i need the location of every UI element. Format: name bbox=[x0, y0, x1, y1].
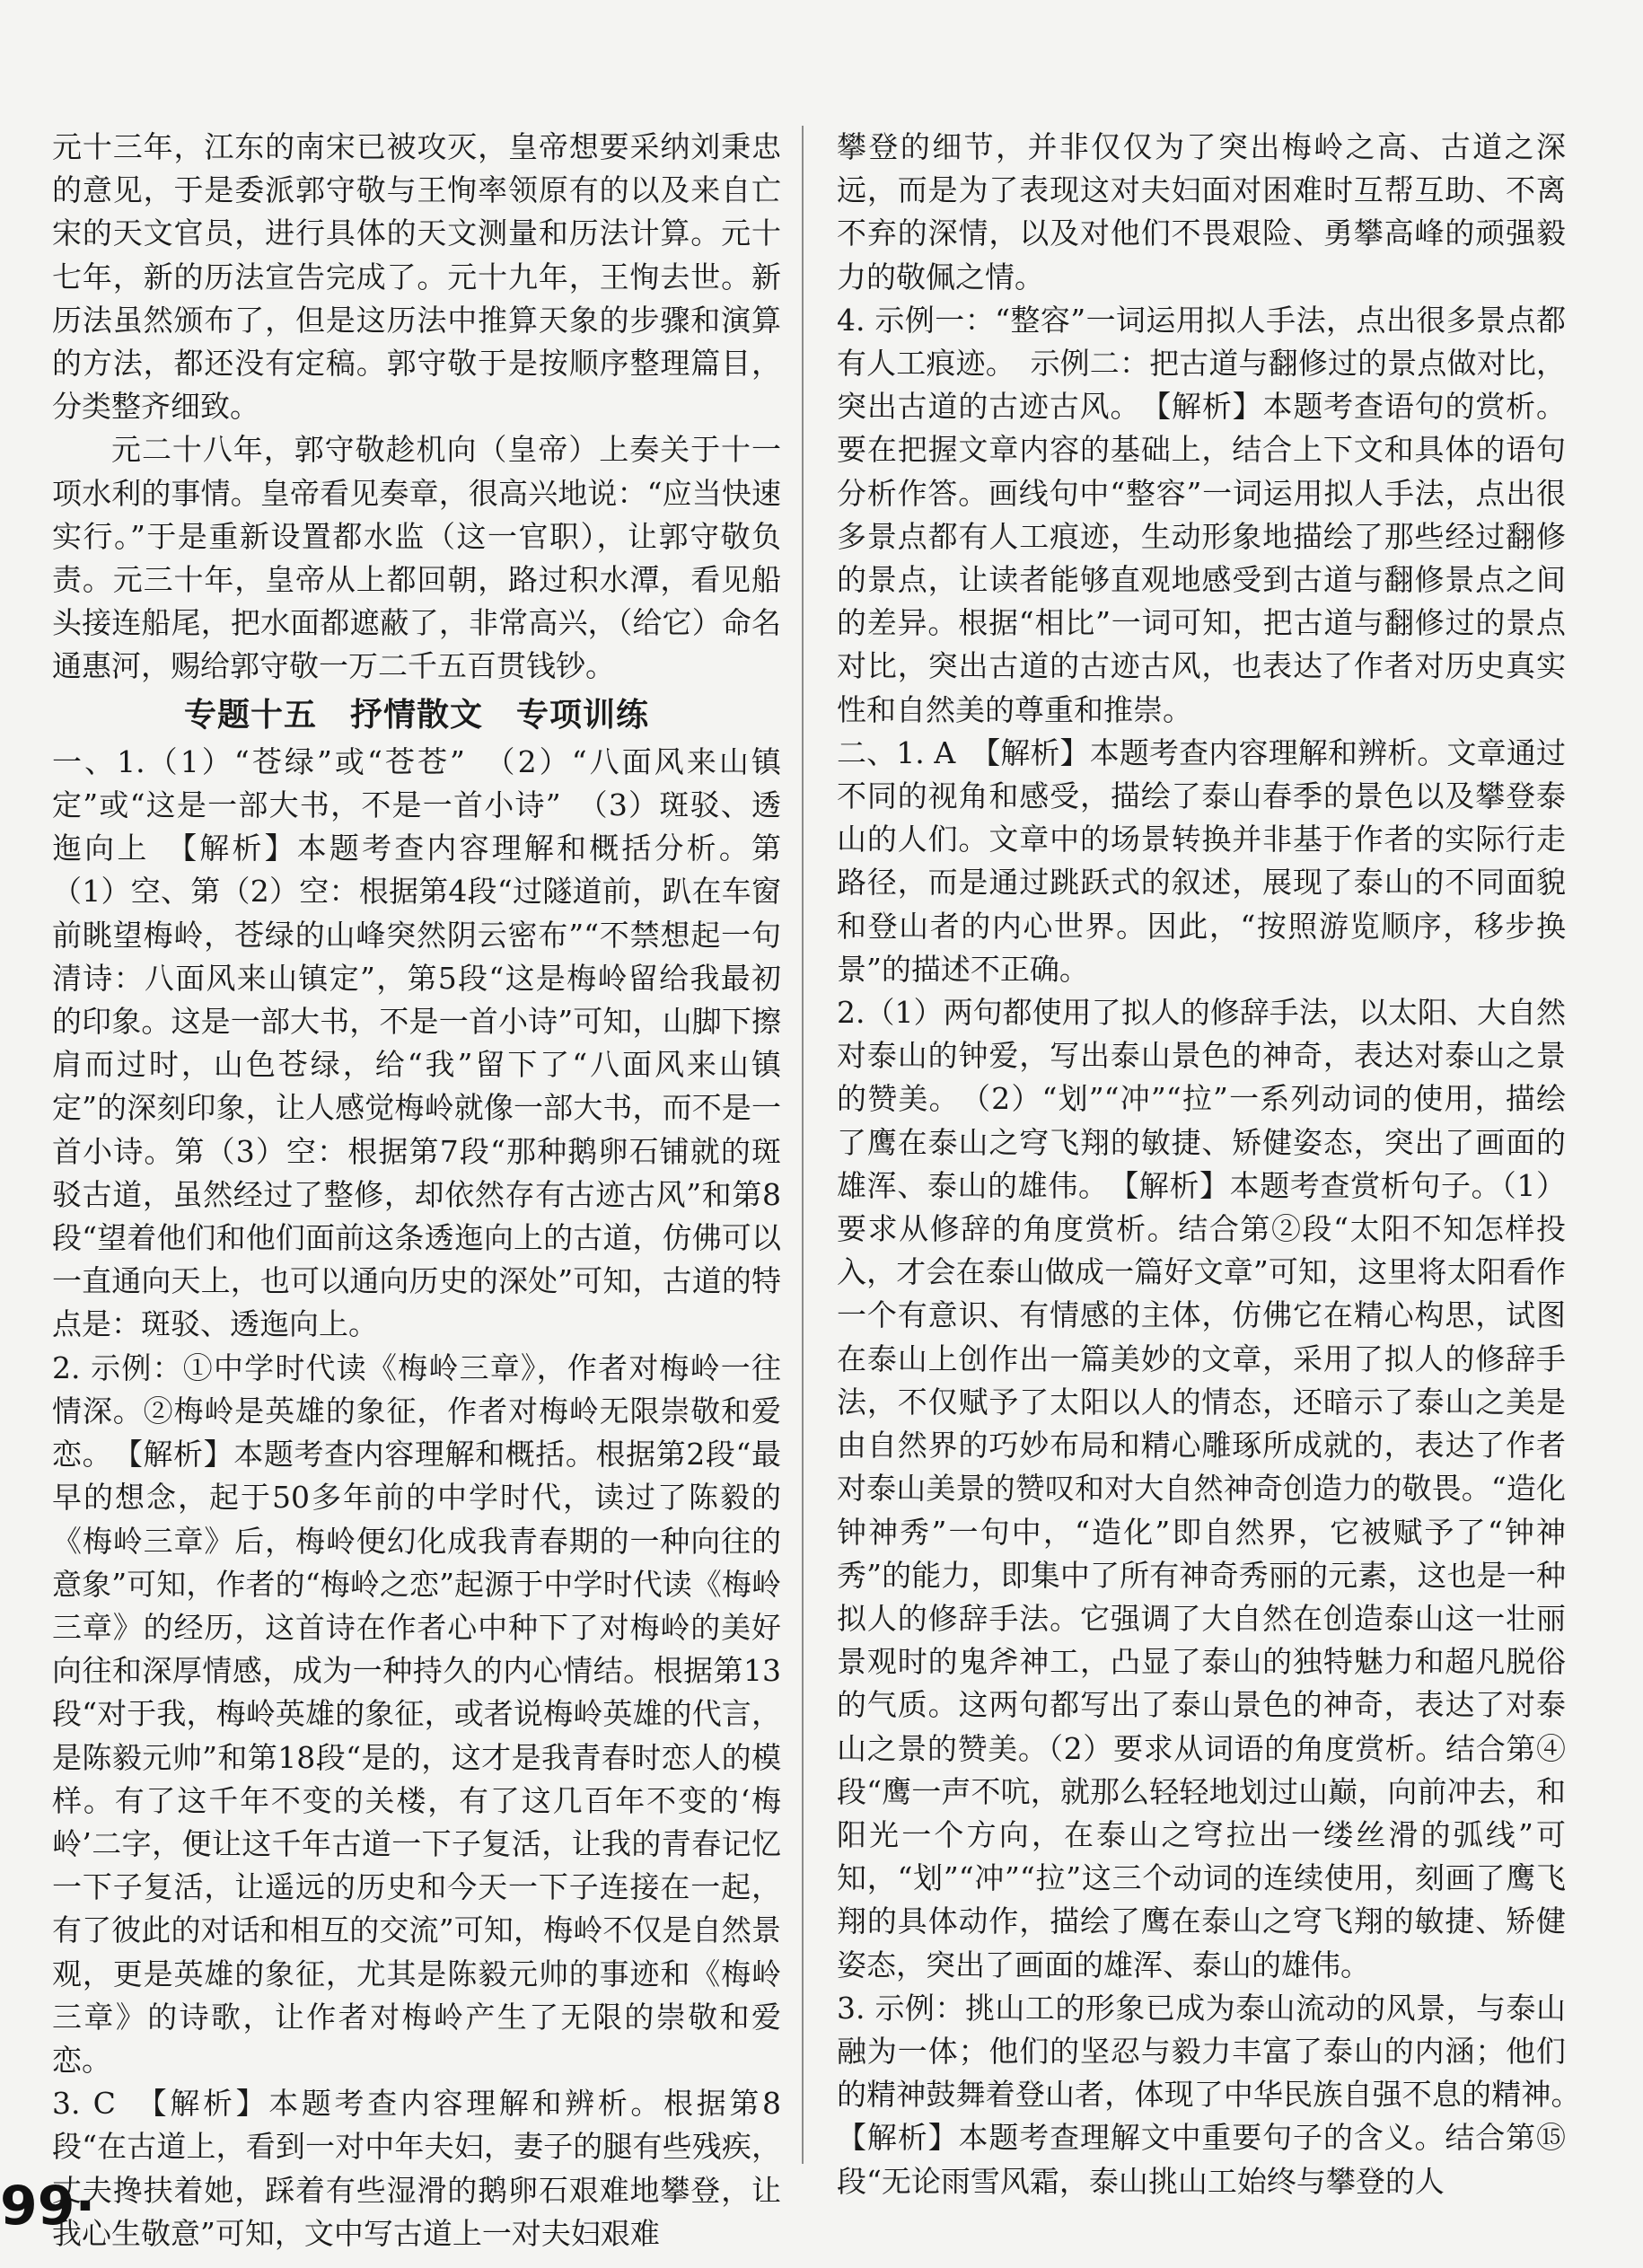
translation-paragraph-1: 元十三年，江东的南宋已被攻灭，皇帝想要采纳刘秉忠的意见，于是委派郭守敬与王恂率领原有的以及来自亡宋的天文官员，进行具体的天文测量和历法计算。元十七年，新的历法宣告完成了。元十九年，王恂去世。新历法虽然颁布了，但是这历法中推算天象的步骤和演算的方法，都还没有定稿。郭守敬于是按顺序整理篇目，分类整齐细致。 bbox=[52, 129, 781, 425]
left-column bbox=[52, 126, 781, 2255]
translation-paragraph-2: 元二十八年，郭守敬趁机向（皇帝）上奏关于十一项水利的事情。皇帝看见奏章，很高兴地说：“应当快速实行。”于是重新设置都水监（这一官职），让郭守敬负责。元三十年，皇帝从上都回朝，路过积水潭，看见船头接连船尾，把水面都遮蔽了，非常高兴，（给它）命名通惠河，赐给郭守敬一万二千五百贯钱钞。 bbox=[52, 432, 781, 684]
right-column bbox=[837, 126, 1595, 2203]
answer-1-2: 2. 示例：①中学时代读《梅岭三章》，作者对梅岭一往情深。②梅岭是英雄的象征，作者对梅岭无限崇敬和爱恋。 【解析】本题考查内容理解和概括。根据第2段“最早的想念，起于50多年前的中学时代，读过了陈毅的《梅岭三章》后，梅岭便幻化成我青春期的一种向往的意象”可知，作者的“梅岭之恋”起源于中学时代读《梅岭三章》的经历，这首诗在作者心中种下了对梅岭的美好向往和深厚情感，成为一种持久的内心情结。根据第13段“对于我，梅岭英雄的象征，或者说梅岭英雄的代言，是陈毅元帅”和第18段“是的，这才是我青春时恋人的模样。有了这千年不变的关楼，有了这几百年不变的‘梅岭’二字，便让这千年古道一下子复活，让我的青春记忆一下子复活，让遥远的历史和今天一下子连接在一起，有了彼此的对话和相互的交流”可知，梅岭不仅是自然景观，更是英雄的象征，尤其是陈毅元帅的事迹和《梅岭三章》的诗歌，让作者对梅岭产生了无限的崇敬和爱恋。 bbox=[52, 1349, 781, 2078]
answer-2-3: 3. 示例：挑山工的形象已成为泰山流动的风景，与泰山融为一体；他们的坚忍与毅力丰富了泰山的内涵；他们的精神鼓舞着登山者，体现了中华民族自强不息的精神。 【解析】本题考查理解文中重要句子的含义。结合第⑮段“无论雨雪风霜，泰山挑山工始终与攀登的人 bbox=[837, 1990, 1595, 2199]
answer-1-1: 一、1.（1）“苍绿”或“苍苍” （2）“八面风来山镇定”或“这是一部大书，不是一首小诗” （3）斑驳、透迤向上 【解析】本题考查内容理解和概括分析。第（1）空、第（2）空：根据第4段“过隧道前，趴在车窗前眺望梅岭，苍绿的山峰突然阴云密布”“不禁想起一句清诗：八面风来山镇定”，第5段“这是梅岭留给我最初的印象。这是一部大书，不是一首小诗”可知，山脚下擦肩而过时，山色苍绿，给“我”留下了“八面风来山镇定”的深刻印象，让人感觉梅岭就像一部大书，而不是一首小诗。第（3）空：根据第7段“那种鹅卵石铺就的斑驳古道，虽然经过了整修，却依然存有古迹古风”和第8段“望着他们和他们面前这条透迤向上的古道，仿佛可以一直通向天上，也可以通向历史的深处”可知，古道的特点是：斑驳、透迤向上。 bbox=[52, 743, 781, 1342]
column-divider bbox=[802, 126, 804, 2164]
answer-1-4: 4. 示例一：“整容”一词运用拟人手法，点出很多景点都有人工痕迹。 示例二：把古道与翻修过的景点做对比，突出古道的古迹古风。 【解析】本题考查语句的赏析。要在把握文章内容的基础上，结合上下文和具体的语句分析作答。画线句中“整容”一词运用拟人手法，点出很多景点都有人工痕迹，生动形象地描绘了那些经过翻修的景点，让读者能够直观地感受到古道与翻修景点之间的差异。根据“相比”一词可知，把古道与翻修过的景点对比，突出古道的古迹古风，也表达了作者对历史真实性和自然美的尊重和推崇。 bbox=[837, 302, 1566, 727]
answer-2-1: 二、1. A 【解析】本题考查内容理解和辨析。文章通过不同的视角和感受，描绘了泰山春季的景色以及攀登泰山的人们。文章中的场景转换并非基于作者的实际行走路径，而是通过跳跃式的叙述，展现了泰山的不同面貌和登山者的内心世界。因此，“按照游览顺序，移步换景”的描述不正确。 bbox=[837, 734, 1566, 987]
page-number: 99· bbox=[0, 2175, 96, 2237]
answer-1-3: 3. C 【解析】本题考查内容理解和辨析。根据第8段“在古道上，看到一对中年夫妇，妻子的腿有些残疾，丈夫搀扶着她，踩着有些湿滑的鹅卵石艰难地攀登，让我心生敬意”可知，文中写古道上一对夫妇艰难 bbox=[52, 2086, 781, 2251]
answer-1-3-continued: 攀登的细节，并非仅仅为了突出梅岭之高、古道之深远，而是为了表现这对夫妇面对困难时互帮互助、不离不弃的深情，以及对他们不畏艰险、勇攀高峰的顽强毅力的敬佩之情。 bbox=[837, 129, 1566, 294]
section-title: 专题十五 抒情散文 专项训练 bbox=[183, 696, 649, 734]
answer-2-2: 2.（1）两句都使用了拟人的修辞手法，以太阳、大自然对泰山的钟爱，写出泰山景色的神奇，表达对泰山之景的赞美。 （2）“划”“冲”“拉”一系列动词的使用，描绘了鹰在泰山之穹飞翔的敏捷、矫健姿态，突出了画面的雄浑、泰山的雄伟。 【解析】本题考查赏析句子。（1）要求从修辞的角度赏析。结合第②段“太阳不知怎样投入，才会在泰山做成一篇好文章”可知，这里将太阳看作一个有意识、有情感的主体，仿佛它在精心构思，试图在泰山上创作出一篇美妙的文章，采用了拟人的修辞手法，不仅赋予了太阳以人的情态，还暗示了泰山之美是由自然界的巧妙布局和精心雕琢所成就的，表达了作者对泰山美景的赞叹和对大自然神奇创造力的敬畏。“造化钟神秀”一句中，“造化”即自然界，它被赋予了“钟神秀”的能力，即集中了所有神奇秀丽的元素，这也是一种拟人的修辞手法。它强调了大自然在创造泰山这一壮丽景观时的鬼斧神工，凸显了泰山的独特魅力和超凡脱俗的气质。这两句都写出了泰山景色的神奇，表达了对泰山之景的赞美。（2）要求从词语的角度赏析。结合第④段“鹰一声不吭，就那么轻轻地划过山巅，向前冲去，和阳光一个方向，在泰山之穹拉出一缕丝滑的弧线”可知，“划”“冲”“拉”这三个动词的连续使用，刻画了鹰飞翔的具体动作，描绘了鹰在泰山之穹飞翔的敏捷、矫健姿态，突出了画面的雄浑、泰山的雄伟。 bbox=[837, 995, 1566, 1982]
